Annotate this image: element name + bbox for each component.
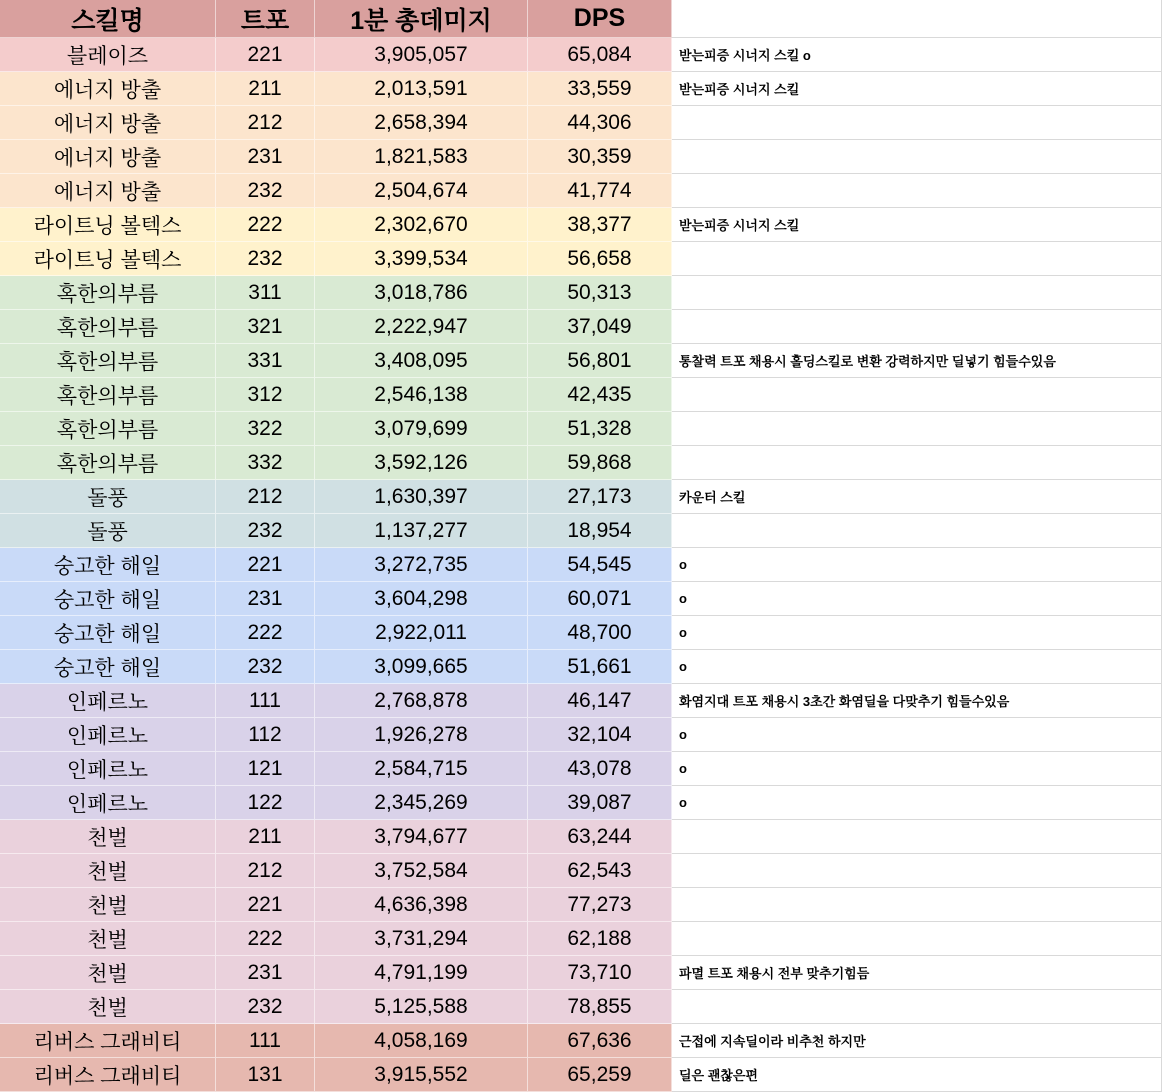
tripod-cell[interactable]: 222 bbox=[216, 922, 315, 956]
skill-name-cell[interactable]: 인페르노 bbox=[0, 752, 216, 786]
total-damage-cell[interactable]: 3,408,095 bbox=[315, 344, 528, 378]
dps-cell[interactable]: 42,435 bbox=[528, 378, 672, 412]
total-damage-cell[interactable]: 3,794,677 bbox=[315, 820, 528, 854]
table-row bbox=[0, 378, 1162, 412]
skill-name-cell[interactable]: 라이트닝 볼텍스 bbox=[0, 242, 216, 276]
skill-name-cell[interactable]: 혹한의부름 bbox=[0, 378, 216, 412]
dps-cell[interactable]: 56,658 bbox=[528, 242, 672, 276]
note-cell[interactable]: 화염지대 트포 채용시 3초간 화염딜을 다맞추기 힘들수있음 bbox=[672, 684, 1162, 718]
dps-cell[interactable]: 78,855 bbox=[528, 990, 672, 1024]
table-row bbox=[0, 888, 1162, 922]
dps-cell[interactable]: 44,306 bbox=[528, 106, 672, 140]
note-cell[interactable] bbox=[672, 854, 1162, 888]
table-row bbox=[0, 344, 1162, 378]
dps-cell[interactable]: 62,543 bbox=[528, 854, 672, 888]
total-damage-cell[interactable]: 2,504,674 bbox=[315, 174, 528, 208]
tripod-cell[interactable]: 111 bbox=[216, 684, 315, 718]
tripod-cell[interactable]: 212 bbox=[216, 106, 315, 140]
table-row bbox=[0, 480, 1162, 514]
note-cell[interactable] bbox=[672, 922, 1162, 956]
total-damage-cell[interactable]: 3,731,294 bbox=[315, 922, 528, 956]
dps-cell[interactable]: 50,313 bbox=[528, 276, 672, 310]
tripod-cell[interactable]: 211 bbox=[216, 72, 315, 106]
table-row bbox=[0, 718, 1162, 752]
skill-name-cell[interactable]: 블레이즈 bbox=[0, 38, 216, 72]
note-cell[interactable]: o bbox=[672, 548, 1162, 582]
table-row bbox=[0, 1024, 1162, 1058]
table-row bbox=[0, 514, 1162, 548]
total-damage-cell[interactable]: 3,604,298 bbox=[315, 582, 528, 616]
dps-cell[interactable]: 32,104 bbox=[528, 718, 672, 752]
note-cell[interactable] bbox=[672, 140, 1162, 174]
note-cell[interactable]: 근접에 지속딜이라 비추천 하지만 bbox=[672, 1024, 1162, 1058]
skill-name-cell[interactable]: 천벌 bbox=[0, 956, 216, 990]
table-row bbox=[0, 446, 1162, 480]
total-damage-cell[interactable]: 1,137,277 bbox=[315, 514, 528, 548]
note-cell[interactable]: 받는피증 시너지 스킬 bbox=[672, 208, 1162, 242]
tripod-cell[interactable]: 122 bbox=[216, 786, 315, 820]
tripod-cell[interactable]: 212 bbox=[216, 480, 315, 514]
tripod-cell[interactable]: 232 bbox=[216, 990, 315, 1024]
tripod-cell[interactable]: 222 bbox=[216, 616, 315, 650]
note-cell[interactable]: 카운터 스킬 bbox=[672, 480, 1162, 514]
skill-name-cell[interactable]: 천벌 bbox=[0, 922, 216, 956]
total-damage-cell[interactable]: 3,079,699 bbox=[315, 412, 528, 446]
table-row bbox=[0, 548, 1162, 582]
dps-cell[interactable]: 39,087 bbox=[528, 786, 672, 820]
note-cell[interactable]: 받는피증 시너지 스킬 o bbox=[672, 38, 1162, 72]
note-cell[interactable]: o bbox=[672, 786, 1162, 820]
table-row bbox=[0, 208, 1162, 242]
total-damage-cell[interactable]: 1,926,278 bbox=[315, 718, 528, 752]
skill-name-cell[interactable]: 혹한의부름 bbox=[0, 310, 216, 344]
dps-cell[interactable]: 30,359 bbox=[528, 140, 672, 174]
tripod-cell[interactable]: 111 bbox=[216, 1024, 315, 1058]
tripod-cell[interactable]: 121 bbox=[216, 752, 315, 786]
dps-cell[interactable]: 59,868 bbox=[528, 446, 672, 480]
dps-cell[interactable]: 77,273 bbox=[528, 888, 672, 922]
tripod-cell[interactable]: 232 bbox=[216, 174, 315, 208]
dps-cell[interactable]: 56,801 bbox=[528, 344, 672, 378]
skill-name-cell[interactable]: 에너지 방출 bbox=[0, 106, 216, 140]
dps-cell[interactable]: 63,244 bbox=[528, 820, 672, 854]
table-row bbox=[0, 38, 1162, 72]
total-damage-cell[interactable]: 3,752,584 bbox=[315, 854, 528, 888]
header-note-area[interactable] bbox=[672, 0, 1162, 38]
skill-name-cell[interactable]: 돌풍 bbox=[0, 480, 216, 514]
table-row bbox=[0, 786, 1162, 820]
total-damage-cell[interactable]: 2,658,394 bbox=[315, 106, 528, 140]
total-damage-cell[interactable]: 3,915,552 bbox=[315, 1058, 528, 1092]
total-damage-cell[interactable]: 3,905,057 bbox=[315, 38, 528, 72]
note-cell[interactable] bbox=[672, 106, 1162, 140]
table-row bbox=[0, 276, 1162, 310]
table-row bbox=[0, 412, 1162, 446]
table-row bbox=[0, 820, 1162, 854]
skill-name-cell[interactable]: 에너지 방출 bbox=[0, 72, 216, 106]
note-cell[interactable]: o bbox=[672, 718, 1162, 752]
note-cell[interactable] bbox=[672, 888, 1162, 922]
note-cell[interactable]: o bbox=[672, 616, 1162, 650]
dps-cell[interactable]: 65,259 bbox=[528, 1058, 672, 1092]
table-row bbox=[0, 140, 1162, 174]
total-damage-cell[interactable]: 2,302,670 bbox=[315, 208, 528, 242]
skill-name-cell[interactable]: 라이트닝 볼텍스 bbox=[0, 208, 216, 242]
skill-name-cell[interactable]: 숭고한 해일 bbox=[0, 582, 216, 616]
tripod-cell[interactable]: 112 bbox=[216, 718, 315, 752]
tripod-cell[interactable]: 231 bbox=[216, 956, 315, 990]
dps-cell[interactable]: 41,774 bbox=[528, 174, 672, 208]
table-row bbox=[0, 956, 1162, 990]
note-cell[interactable]: o bbox=[672, 752, 1162, 786]
skill-name-cell[interactable]: 혹한의부름 bbox=[0, 412, 216, 446]
total-damage-cell[interactable]: 4,791,199 bbox=[315, 956, 528, 990]
header-total-damage[interactable]: 1분 총데미지 bbox=[315, 0, 528, 38]
dps-cell[interactable]: 65,084 bbox=[528, 38, 672, 72]
dps-cell[interactable]: 33,559 bbox=[528, 72, 672, 106]
total-damage-cell[interactable]: 2,768,878 bbox=[315, 684, 528, 718]
tripod-cell[interactable]: 211 bbox=[216, 820, 315, 854]
dps-cell[interactable]: 46,147 bbox=[528, 684, 672, 718]
dps-cell[interactable]: 51,661 bbox=[528, 650, 672, 684]
tripod-cell[interactable]: 321 bbox=[216, 310, 315, 344]
tripod-cell[interactable]: 222 bbox=[216, 208, 315, 242]
dps-cell[interactable]: 37,049 bbox=[528, 310, 672, 344]
note-cell[interactable]: o bbox=[672, 650, 1162, 684]
dps-cell[interactable]: 27,173 bbox=[528, 480, 672, 514]
total-damage-cell[interactable]: 2,222,947 bbox=[315, 310, 528, 344]
total-damage-cell[interactable]: 3,272,735 bbox=[315, 548, 528, 582]
dps-cell[interactable]: 73,710 bbox=[528, 956, 672, 990]
table-row bbox=[0, 310, 1162, 344]
total-damage-cell[interactable]: 3,018,786 bbox=[315, 276, 528, 310]
table-row bbox=[0, 242, 1162, 276]
skill-name-cell[interactable]: 천벌 bbox=[0, 990, 216, 1024]
tripod-cell[interactable]: 331 bbox=[216, 344, 315, 378]
note-cell[interactable]: 파멸 트포 채용시 전부 맞추기힘듬 bbox=[672, 956, 1162, 990]
dps-cell[interactable]: 43,078 bbox=[528, 752, 672, 786]
tripod-cell[interactable]: 212 bbox=[216, 854, 315, 888]
tripod-cell[interactable]: 311 bbox=[216, 276, 315, 310]
tripod-cell[interactable]: 232 bbox=[216, 514, 315, 548]
tripod-cell[interactable]: 232 bbox=[216, 650, 315, 684]
table-row bbox=[0, 1058, 1162, 1092]
tripod-cell[interactable]: 312 bbox=[216, 378, 315, 412]
skill-name-cell[interactable]: 인페르노 bbox=[0, 718, 216, 752]
table-row bbox=[0, 582, 1162, 616]
skill-name-cell[interactable]: 천벌 bbox=[0, 820, 216, 854]
skill-name-cell[interactable]: 리버스 그래비티 bbox=[0, 1058, 216, 1092]
note-cell[interactable] bbox=[672, 378, 1162, 412]
tripod-cell[interactable]: 221 bbox=[216, 888, 315, 922]
dps-cell[interactable]: 48,700 bbox=[528, 616, 672, 650]
total-damage-cell[interactable]: 2,546,138 bbox=[315, 378, 528, 412]
tripod-cell[interactable]: 332 bbox=[216, 446, 315, 480]
note-cell[interactable] bbox=[672, 310, 1162, 344]
header-tripod[interactable]: 트포 bbox=[216, 0, 315, 38]
table-row bbox=[0, 854, 1162, 888]
total-damage-cell[interactable]: 3,099,665 bbox=[315, 650, 528, 684]
table-row bbox=[0, 752, 1162, 786]
tripod-cell[interactable]: 322 bbox=[216, 412, 315, 446]
skill-name-cell[interactable]: 숭고한 해일 bbox=[0, 616, 216, 650]
tripod-cell[interactable]: 221 bbox=[216, 548, 315, 582]
note-cell[interactable] bbox=[672, 514, 1162, 548]
skill-name-cell[interactable]: 혹한의부름 bbox=[0, 344, 216, 378]
dps-cell[interactable]: 51,328 bbox=[528, 412, 672, 446]
note-cell[interactable] bbox=[672, 446, 1162, 480]
tripod-cell[interactable]: 231 bbox=[216, 582, 315, 616]
dps-cell[interactable]: 38,377 bbox=[528, 208, 672, 242]
skill-name-cell[interactable]: 리버스 그래비티 bbox=[0, 1024, 216, 1058]
note-cell[interactable]: 통찰력 트포 채용시 홀딩스킬로 변환 강력하지만 딜넣기 힘들수있음 bbox=[672, 344, 1162, 378]
dps-cell[interactable]: 54,545 bbox=[528, 548, 672, 582]
total-damage-cell[interactable]: 1,821,583 bbox=[315, 140, 528, 174]
total-damage-cell[interactable]: 4,058,169 bbox=[315, 1024, 528, 1058]
table-row bbox=[0, 922, 1162, 956]
skill-name-cell[interactable]: 숭고한 해일 bbox=[0, 548, 216, 582]
total-damage-cell[interactable]: 5,125,588 bbox=[315, 990, 528, 1024]
note-cell[interactable] bbox=[672, 412, 1162, 446]
tripod-cell[interactable]: 131 bbox=[216, 1058, 315, 1092]
total-damage-cell[interactable]: 2,922,011 bbox=[315, 616, 528, 650]
note-cell[interactable] bbox=[672, 990, 1162, 1024]
tripod-cell[interactable]: 221 bbox=[216, 38, 315, 72]
note-cell[interactable] bbox=[672, 174, 1162, 208]
table-row bbox=[0, 990, 1162, 1024]
skill-name-cell[interactable]: 혹한의부름 bbox=[0, 276, 216, 310]
dps-cell[interactable]: 18,954 bbox=[528, 514, 672, 548]
skill-name-cell[interactable]: 숭고한 해일 bbox=[0, 650, 216, 684]
table-row bbox=[0, 106, 1162, 140]
skill-name-cell[interactable]: 인페르노 bbox=[0, 786, 216, 820]
dps-cell[interactable]: 60,071 bbox=[528, 582, 672, 616]
skill-name-cell[interactable]: 천벌 bbox=[0, 888, 216, 922]
table-row bbox=[0, 72, 1162, 106]
note-cell[interactable]: 딜은 괜찮은편 bbox=[672, 1058, 1162, 1092]
skill-name-cell[interactable]: 천벌 bbox=[0, 854, 216, 888]
total-damage-cell[interactable]: 2,345,269 bbox=[315, 786, 528, 820]
total-damage-cell[interactable]: 3,399,534 bbox=[315, 242, 528, 276]
table-row bbox=[0, 650, 1162, 684]
header-skill-name[interactable]: 스킬명 bbox=[0, 0, 216, 38]
note-cell[interactable]: 받는피증 시너지 스킬 bbox=[672, 72, 1162, 106]
table-row bbox=[0, 684, 1162, 718]
skill-name-cell[interactable]: 에너지 방출 bbox=[0, 140, 216, 174]
note-cell[interactable]: o bbox=[672, 582, 1162, 616]
skill-name-cell[interactable]: 돌풍 bbox=[0, 514, 216, 548]
dps-cell[interactable]: 67,636 bbox=[528, 1024, 672, 1058]
total-damage-cell[interactable]: 2,584,715 bbox=[315, 752, 528, 786]
total-damage-cell[interactable]: 4,636,398 bbox=[315, 888, 528, 922]
total-damage-cell[interactable]: 3,592,126 bbox=[315, 446, 528, 480]
skill-name-cell[interactable]: 에너지 방출 bbox=[0, 174, 216, 208]
skill-name-cell[interactable]: 인페르노 bbox=[0, 684, 216, 718]
table-row bbox=[0, 616, 1162, 650]
table-row bbox=[0, 174, 1162, 208]
skill-name-cell[interactable]: 혹한의부름 bbox=[0, 446, 216, 480]
total-damage-cell[interactable]: 2,013,591 bbox=[315, 72, 528, 106]
total-damage-cell[interactable]: 1,630,397 bbox=[315, 480, 528, 514]
note-cell[interactable] bbox=[672, 276, 1162, 310]
header-row bbox=[0, 0, 1162, 38]
note-cell[interactable] bbox=[672, 242, 1162, 276]
note-cell[interactable] bbox=[672, 820, 1162, 854]
header-dps[interactable]: DPS bbox=[528, 0, 672, 38]
tripod-cell[interactable]: 232 bbox=[216, 242, 315, 276]
dps-cell[interactable]: 62,188 bbox=[528, 922, 672, 956]
tripod-cell[interactable]: 231 bbox=[216, 140, 315, 174]
